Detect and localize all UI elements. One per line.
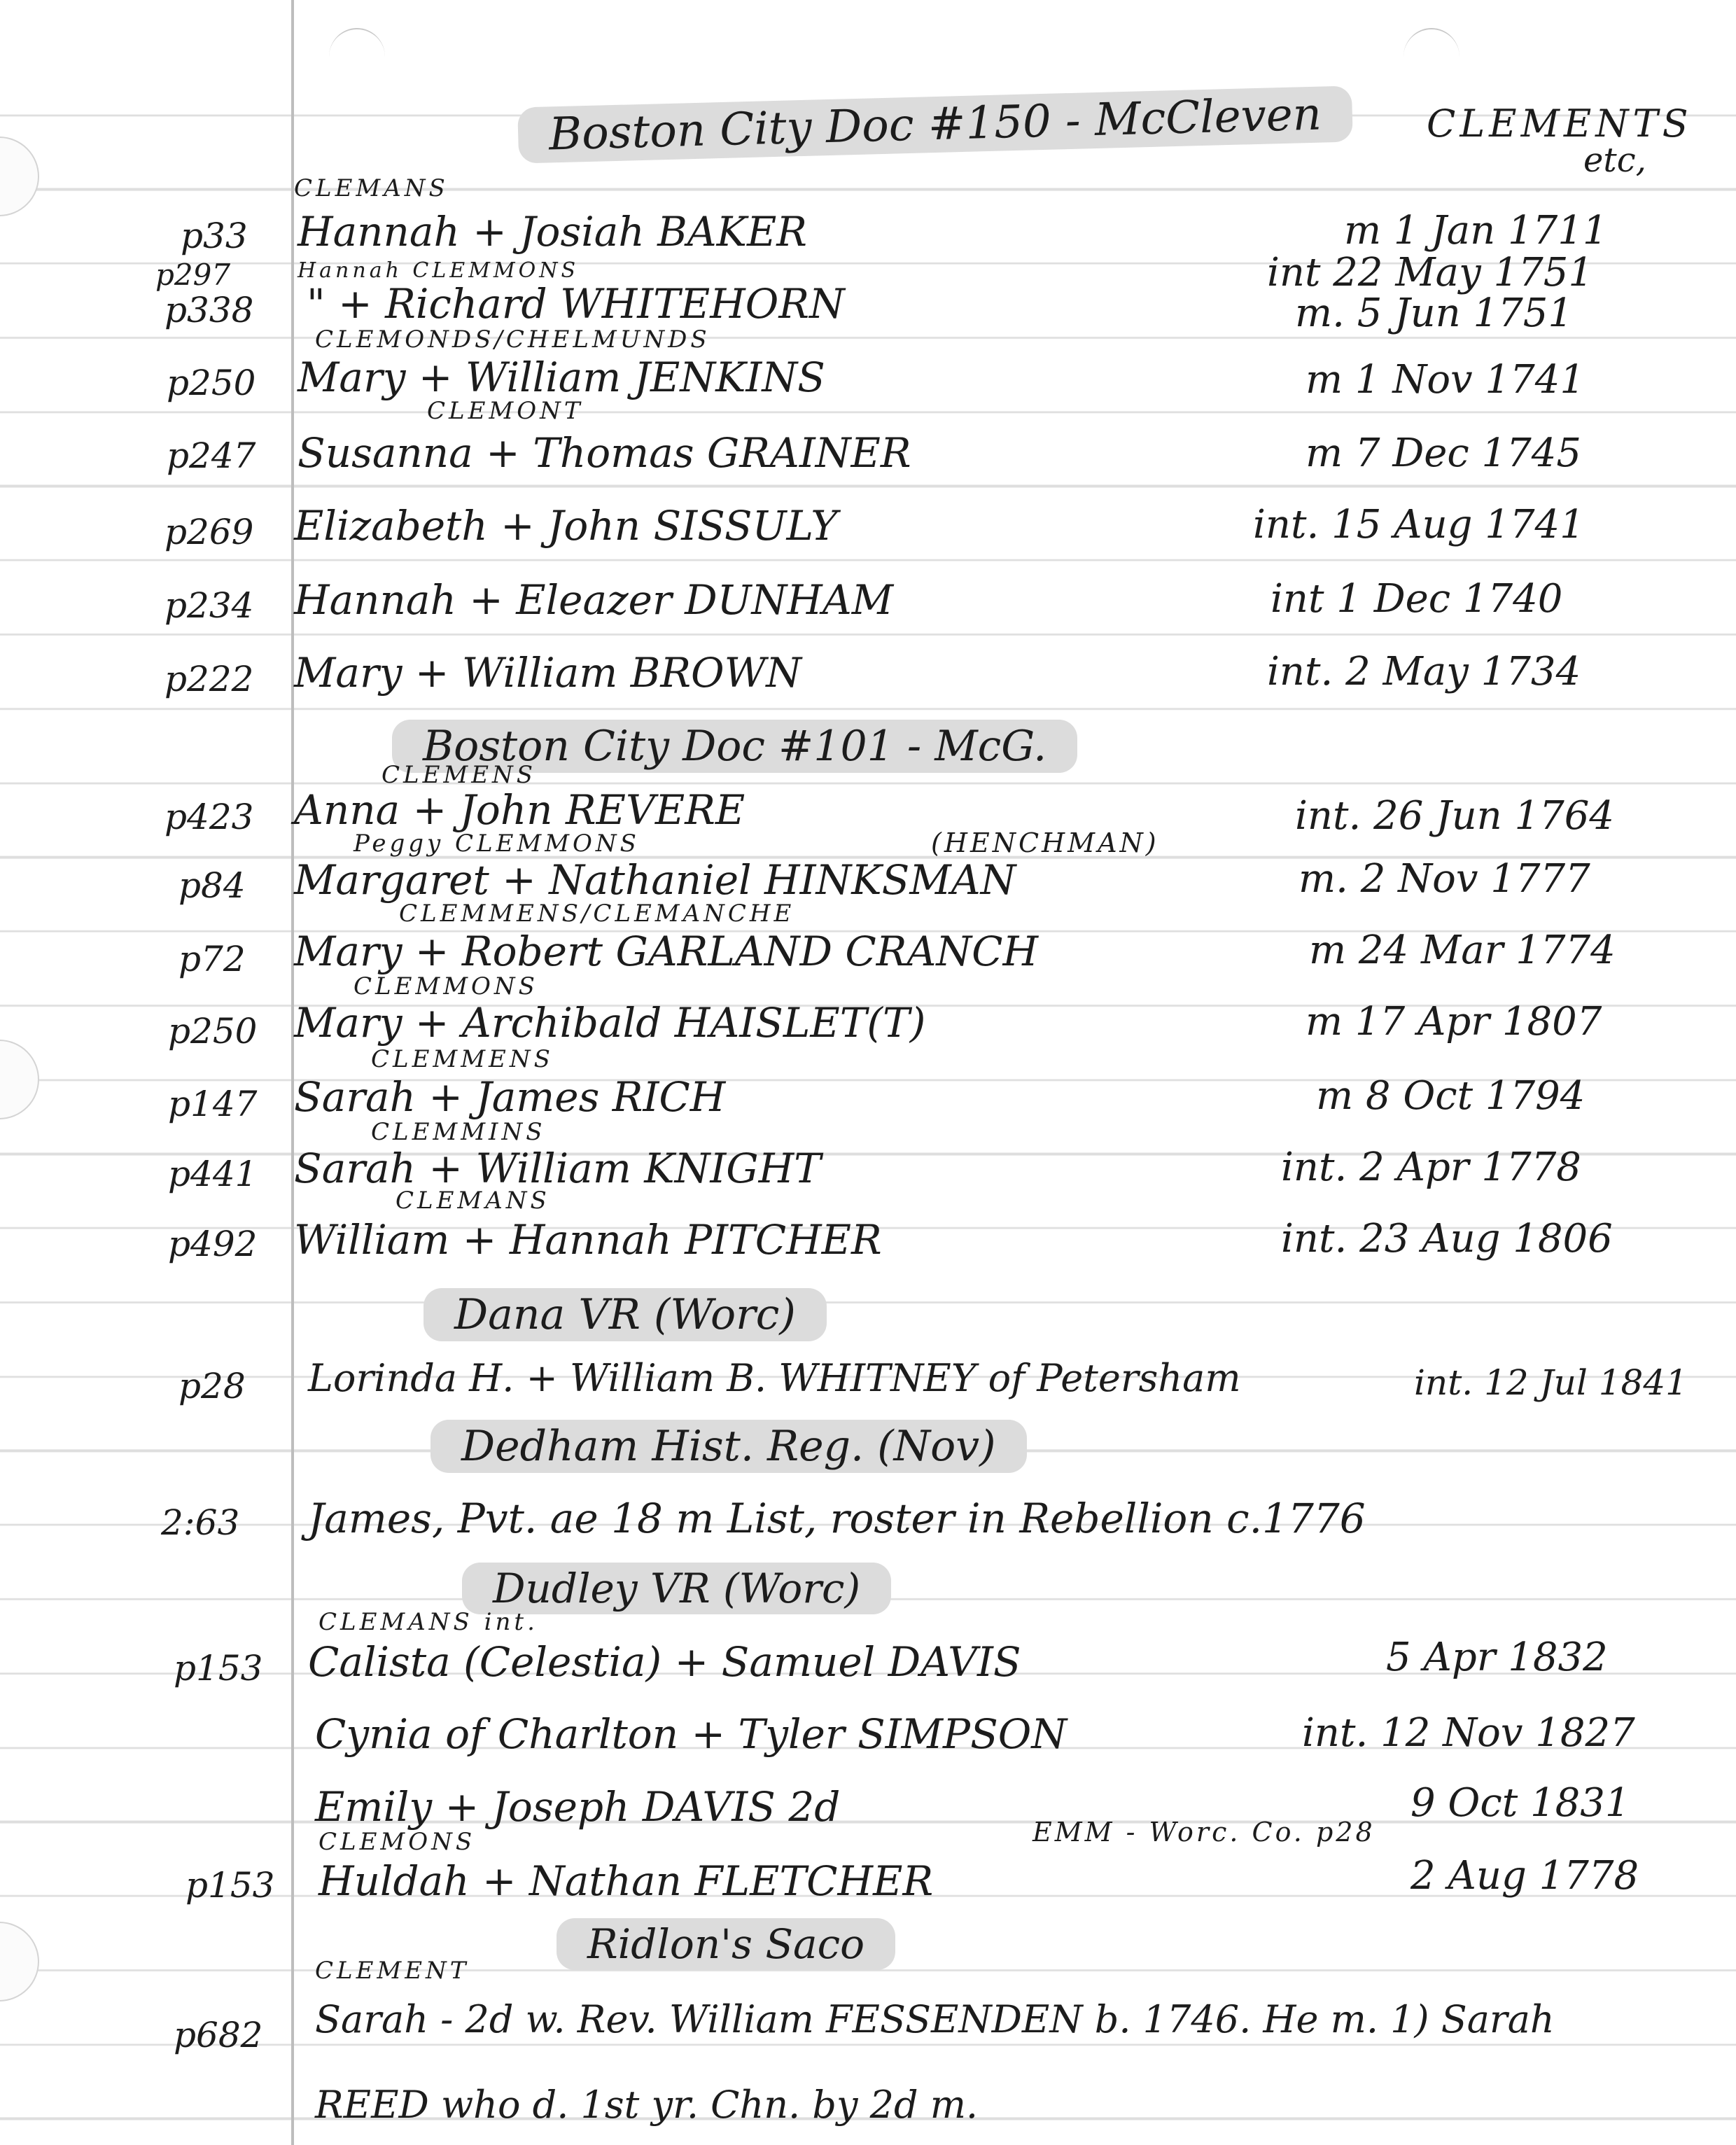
entry-names: Anna + John REVERE <box>294 786 746 834</box>
spelling-note: CLEMMONS <box>354 972 538 1000</box>
spelling-note: Peggy CLEMMONS <box>354 830 640 858</box>
page-ref: p682 <box>174 2015 263 2055</box>
section-heading-boston-101: Boston City Doc #101 - McG. <box>392 720 1077 773</box>
entry-date: m 1 Jan 1711 <box>1344 208 1608 253</box>
entry-date: m. 2 Nov 1777 <box>1298 856 1590 902</box>
section-heading-dudley: Dudley VR (Worc) <box>462 1563 891 1614</box>
punch-hole <box>0 1040 39 1119</box>
surname-header-etc: etc, <box>1583 141 1646 180</box>
spelling-note: CLEMENS <box>382 761 537 789</box>
entry-date: m 17 Apr 1807 <box>1306 999 1602 1044</box>
page-ref: p441 <box>168 1154 258 1194</box>
spelling-note: CLEMANS int. <box>318 1608 538 1636</box>
page-ref: p492 <box>168 1224 258 1264</box>
entry-names: Huldah + Nathan FLETCHER <box>318 1857 934 1905</box>
entry-names: James, Pvt. ae 18 m List, roster in Rebellion c.1776 <box>308 1495 1366 1542</box>
entry-names: Sarah + William KNIGHT <box>294 1145 821 1192</box>
page-ref: p153 <box>174 1648 263 1689</box>
entry-names: Cynia of Charlton + Tyler SIMPSON <box>315 1710 1068 1758</box>
margin-rule <box>291 0 294 2145</box>
entry-date: 5 Apr 1832 <box>1386 1635 1608 1680</box>
entry-names: Calista (Celestia) + Samuel DAVIS <box>308 1638 1021 1686</box>
section-heading-dedham: Dedham Hist. Reg. (Nov) <box>430 1420 1027 1473</box>
entry-names: Margaret + Nathaniel HINKSMAN <box>294 856 1016 904</box>
page-ref: p250 <box>167 363 256 403</box>
entry-date: int. 23 Aug 1806 <box>1281 1216 1613 1262</box>
spelling-note: CLEMMENS <box>371 1045 554 1073</box>
entry-date: int. 26 Jun 1764 <box>1295 793 1615 839</box>
entry-date: int. 2 May 1734 <box>1267 649 1581 694</box>
page-ref: p28 <box>178 1366 246 1406</box>
entry-names: Mary + Archibald HAISLET(T) <box>294 999 926 1047</box>
spelling-note: CLEMONT <box>427 397 584 425</box>
paper-corner-mark <box>1404 28 1460 85</box>
entry-date: int. 12 Nov 1827 <box>1302 1710 1635 1756</box>
page-ref: p222 <box>164 659 254 699</box>
entry-names: William + Hannah PITCHER <box>294 1216 882 1264</box>
entry-date: 2 Aug 1778 <box>1410 1853 1639 1899</box>
entry-names: Hannah + Eleazer DUNHAM <box>294 576 894 624</box>
entry-names: Emily + Joseph DAVIS 2d <box>315 1783 841 1831</box>
spelling-note: CLEMANS <box>396 1187 550 1215</box>
entry-names: Mary + Robert GARLAND CRANCH <box>294 928 1039 975</box>
punch-hole <box>0 1922 39 2001</box>
page-ref: p297 <box>155 258 231 292</box>
page-ref: p72 <box>178 939 246 979</box>
page-ref: p234 <box>164 585 254 626</box>
spelling-note: CLEMENT <box>315 1957 470 1985</box>
entry-names: Susanna + Thomas GRAINER <box>298 429 911 477</box>
entry-date: m. 5 Jun 1751 <box>1295 291 1574 336</box>
page-ref: p247 <box>167 435 256 476</box>
entry-date: int 1 Dec 1740 <box>1270 576 1563 622</box>
page-ref: 2:63 <box>161 1502 240 1543</box>
page-ref: p153 <box>186 1865 275 1906</box>
section-heading-boston-150: Boston City Doc #150 - McCleven <box>517 85 1353 163</box>
surname-header: CLEMENTS <box>1427 102 1693 146</box>
entry-date: m 1 Nov 1741 <box>1306 357 1585 403</box>
spelling-note: Hannah CLEMMONS <box>298 258 580 283</box>
spelling-note: CLEMMENS/CLEMANCHE <box>399 900 795 928</box>
entry-names: Elizabeth + John SISSULY <box>294 502 838 550</box>
page-ref: p250 <box>168 1011 258 1051</box>
entry-names: Lorinda H. + William B. WHITNEY of Petersham <box>308 1356 1241 1400</box>
page-ref: p338 <box>164 290 254 330</box>
entry-names: " + Richard WHITEHORN <box>307 280 845 328</box>
punch-hole <box>0 137 39 216</box>
entry-date: int. 2 Apr 1778 <box>1281 1145 1581 1190</box>
spelling-note: CLEMANS <box>294 174 449 202</box>
section-heading-ridlon: Ridlon's Saco <box>556 1918 895 1970</box>
entry-names: Mary + William BROWN <box>294 649 802 697</box>
page-ref: p147 <box>168 1084 258 1124</box>
spelling-note: CLEMMINS <box>371 1118 546 1146</box>
entry-names: Mary + William JENKINS <box>298 354 825 401</box>
entry-date: int. 15 Aug 1741 <box>1253 502 1585 547</box>
page-ref: p33 <box>181 216 248 256</box>
spelling-note: CLEMONDS/CHELMUNDS <box>315 326 710 354</box>
entry-date: 9 Oct 1831 <box>1410 1780 1630 1826</box>
source-note: EMM - Worc. Co. p28 <box>1032 1817 1376 1847</box>
paper-corner-mark <box>329 28 385 85</box>
entry-date: int. 12 Jul 1841 <box>1414 1362 1688 1403</box>
page-ref: p84 <box>178 865 246 906</box>
entry-date: m 7 Dec 1745 <box>1306 431 1582 476</box>
page-ref: p269 <box>164 512 254 552</box>
entry-date: m 24 Mar 1774 <box>1309 928 1616 973</box>
entry-names: Hannah + Josiah BAKER <box>298 208 807 256</box>
entry-date: int 22 May 1751 <box>1267 250 1594 295</box>
spelling-note: CLEMONS <box>318 1828 476 1856</box>
entry-continuation: REED who d. 1st yr. Chn. by 2d m. <box>315 2083 979 2127</box>
entry-date: m 8 Oct 1794 <box>1316 1073 1586 1119</box>
page-ref: p423 <box>164 797 254 837</box>
section-heading-dana: Dana VR (Worc) <box>424 1288 827 1341</box>
alternate-spelling: (HENCHMAN) <box>931 827 1159 858</box>
entry-names: Sarah + James RICH <box>294 1073 726 1121</box>
entry-names: Sarah - 2d w. Rev. William FESSENDEN b. 1746. He m. 1) Sarah <box>315 1997 1555 2041</box>
